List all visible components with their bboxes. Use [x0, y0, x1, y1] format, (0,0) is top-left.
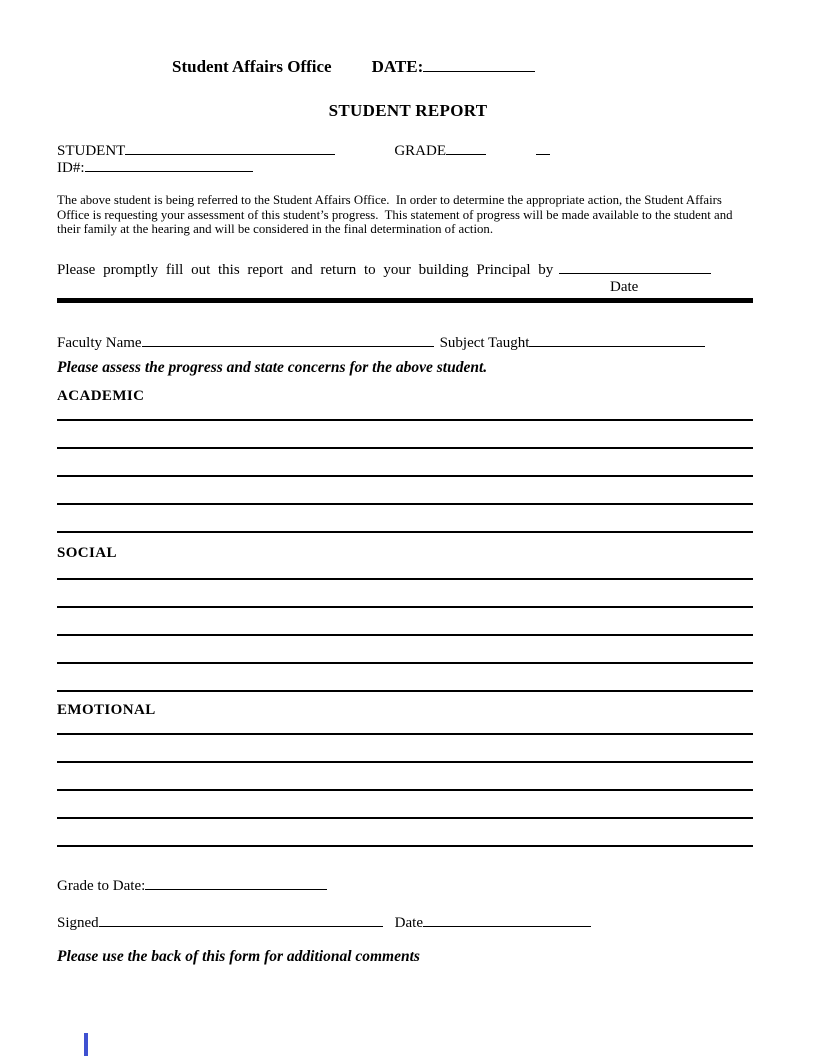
return-instruction-row	[57, 260, 711, 279]
intro-paragraph: The above student is being referred to the Student Affairs Office. In order to determine the appropriate action, the Student Affairs Office is requesting your assessment of this student’s progress. This statement of progress will be made available to the student and their family at the hearing and will be considered in the final determination of action.	[57, 193, 736, 237]
grade-to-date-label: Grade to Date:	[57, 878, 146, 894]
signature-date-label: Date	[394, 915, 423, 931]
section-heading-emotional: EMOTIONAL	[57, 702, 156, 718]
grade-label: GRADE	[394, 143, 446, 159]
extra-blank	[536, 141, 550, 155]
return-instruction-text: Please promptly fill out this report and return to your building Principal by	[57, 262, 554, 278]
grade-to-date-row	[57, 876, 327, 895]
faculty-name-blank	[142, 333, 434, 347]
writing-line	[57, 664, 753, 692]
writing-line	[57, 763, 753, 791]
section-heading-social: SOCIAL	[57, 545, 117, 561]
signed-blank	[99, 913, 383, 927]
writing-line	[57, 552, 753, 580]
assess-instruction: Please assess the progress and state concerns for the above student.	[57, 359, 488, 376]
emotional-writing-lines	[57, 707, 753, 847]
subject-taught-label: Subject Taught	[439, 335, 530, 351]
writing-line	[57, 580, 753, 608]
signature-date-blank	[423, 913, 591, 927]
writing-line	[57, 707, 753, 735]
writing-line	[57, 608, 753, 636]
faculty-name-label: Faculty Name	[57, 335, 142, 351]
signed-label: Signed	[57, 915, 99, 931]
writing-line	[57, 421, 753, 449]
writing-line	[57, 449, 753, 477]
id-row	[57, 158, 253, 177]
subject-taught-blank	[529, 333, 705, 347]
id-label: ID#:	[57, 160, 85, 176]
social-writing-lines	[57, 552, 753, 692]
section-heading-academic: ACADEMIC	[57, 388, 145, 404]
writing-line	[57, 636, 753, 664]
grade-to-date-blank	[145, 876, 327, 890]
return-date-caption: Date	[610, 279, 639, 295]
form-header	[172, 57, 535, 77]
writing-line	[57, 505, 753, 533]
writing-line	[57, 819, 753, 847]
date-blank	[423, 58, 535, 72]
return-by-blank	[559, 260, 711, 274]
date-label: DATE:	[371, 57, 424, 76]
section-divider-rule	[57, 298, 753, 303]
back-of-form-note: Please use the back of this form for additional comments	[57, 948, 420, 965]
page-title: STUDENT REPORT	[328, 101, 488, 120]
signature-row	[57, 913, 591, 932]
faculty-row	[57, 333, 705, 352]
writing-line	[57, 477, 753, 505]
text-cursor-artifact	[84, 1033, 88, 1056]
writing-line	[57, 393, 753, 421]
student-label: STUDENT	[57, 143, 126, 159]
writing-line	[57, 791, 753, 819]
grade-blank	[446, 141, 486, 155]
academic-writing-lines	[57, 393, 753, 533]
student-name-blank	[125, 141, 335, 155]
office-title: Student Affairs Office	[172, 57, 332, 76]
id-blank	[85, 158, 253, 172]
writing-line	[57, 735, 753, 763]
